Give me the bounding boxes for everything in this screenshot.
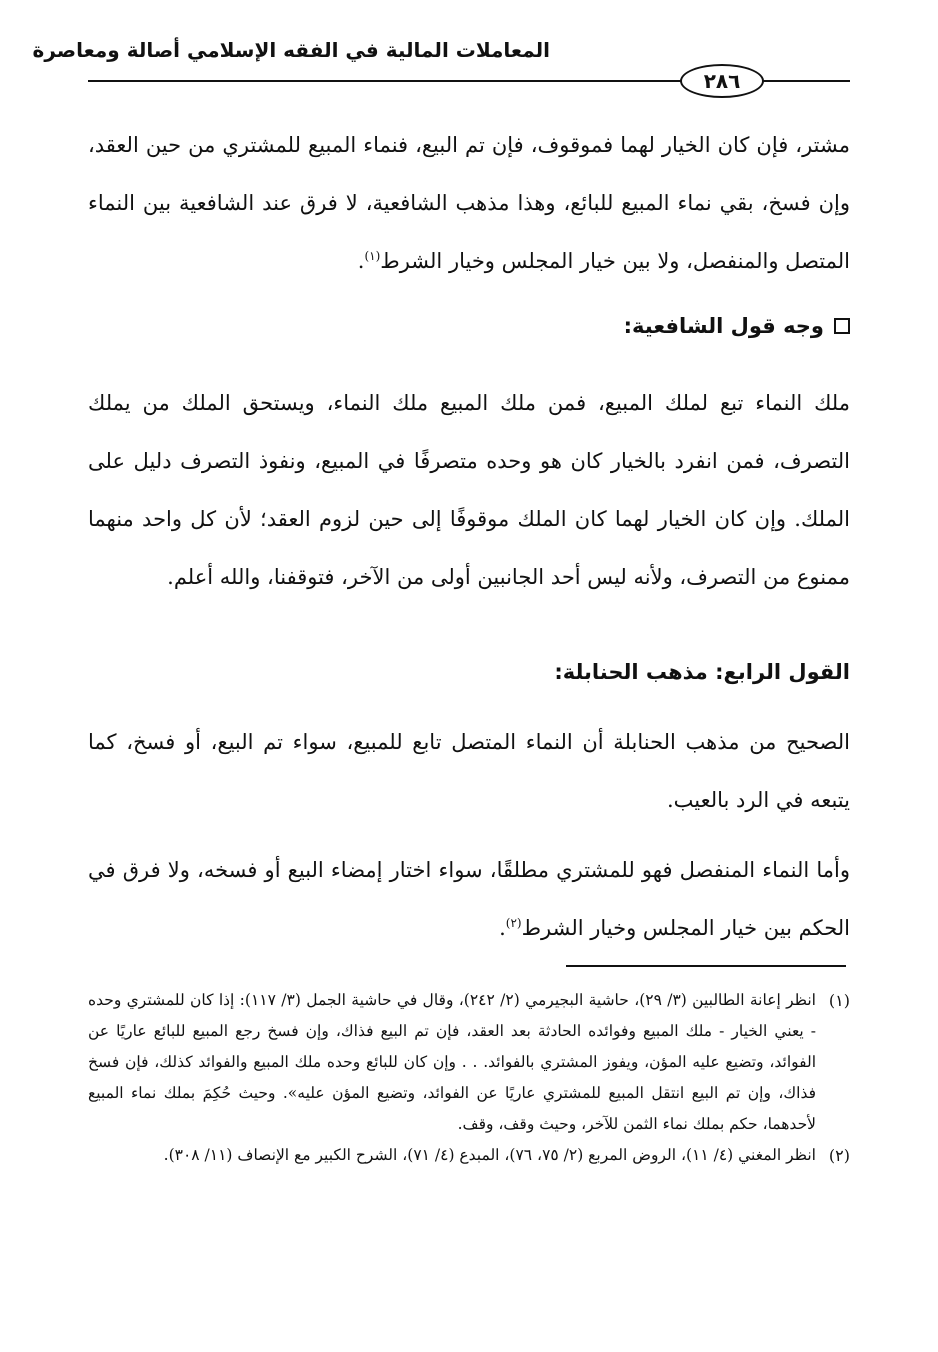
heading-text: وجه قول الشافعية: [623, 314, 824, 338]
footnote-marker: (١) [828, 991, 850, 1010]
footnote-text: انظر إعانة الطالبين (٣/ ٢٩)، حاشية البجيرمي (٢/ ٢٤٢)، وقال في حاشية الجمل (٣/ ١١٧): إذا كان للمشتري وحده - يعني الخيار - ملك المبيع وفوائده الحادثة بعد العقد، فإن تم البيع فذاك، وإن فسخ رجع المبيع للبائع عاريًا عن الفوائد، وتضيع عليه المؤن، ويفوز المشتري بالفوائد. . . وإن كان للبائع وحده ملك المبيع والفوائد كذلك، فإن فسخ فذاك، وإن تم البيع انتقل المبيع للمشتري عاريًا عن الفوائد، وتضيع المؤن عليه». وحيث حُكِمَ بملك نماء المبيع لأحدهما، حكم بملك نماء الثمن للآخر، وحيث وقف، وقف. [88, 991, 816, 1133]
footnote-1 [88, 985, 850, 1140]
footnote-text: انظر المغني (٤/ ١١)، الروض المربع (٢/ ٧٥، ٧٦)، المبدع (٤/ ٧١)، الشرح الكبير مع الإنصاف (١١/ ٣٠٨). [163, 1146, 816, 1164]
paragraph-text: وأما النماء المنفصل فهو للمشتري مطلقًا، سواء اختار إمضاء البيع أو فسخه، ولا فرق في الحكم بين خيار المجلس وخيار الشرط [88, 858, 850, 940]
section-heading-shafii-reasoning [624, 314, 850, 338]
footnote-2 [88, 1140, 850, 1171]
paragraph-hanbali-connected: الصحيح من مذهب الحنابلة أن النماء المتصل تابع للمبيع، سواء تم البيع، أو فسخ، كما يتبعه في الرد بالعيب. [88, 730, 850, 812]
paragraph-shafii-reasoning: ملك النماء تبع لملك المبيع، فمن ملك المبيع ملك النماء، ويستحق الملك من يملك التصرف، فمن انفرد بالخيار كان هو وحده متصرفًا في المبيع، ونفوذ التصرف دليل على الملك. وإن كان الخيار لهما كان الملك موقوفًا إلى حين لزوم العقد؛ لأن كل واحد منهما ممنوع من التصرف، ولأنه ليس أحد الجانبين أولى من الآخر، فتوقفنا، والله أعلم. [88, 391, 850, 589]
paragraph-hanbali-separate [88, 841, 850, 957]
paragraph-end: . [357, 249, 365, 273]
footnotes [88, 985, 850, 1171]
section-heading-hanbali: القول الرابع: مذهب الحنابلة: [554, 660, 850, 684]
footnote-marker: (٢) [828, 1146, 850, 1165]
paragraph-end: . [499, 916, 506, 940]
paragraph-text: مشتر، فإن كان الخيار لهما فموقوف، فإن تم البيع، فنماء المبيع للمشتري من حين العقد، وإن فسخ، بقي نماء المبيع للبائع، وهذا مذهب الشافعية، لا فرق عند الشافعية بين النماء المتصل والمنفصل، ولا بين خيار المجلس وخيار الشرط [88, 133, 850, 273]
checkbox-square-icon [834, 318, 850, 334]
running-title: المعاملات المالية في الفقه الإسلامي أصالة ومعاصرة [32, 38, 550, 62]
footnote-separator [566, 965, 846, 967]
footnote-ref-1: (١) [364, 249, 381, 263]
page-number: ٢٨٦ [680, 64, 764, 98]
footnote-ref-2: (٢) [505, 916, 522, 930]
paragraph-shafii-ruling [88, 116, 850, 290]
